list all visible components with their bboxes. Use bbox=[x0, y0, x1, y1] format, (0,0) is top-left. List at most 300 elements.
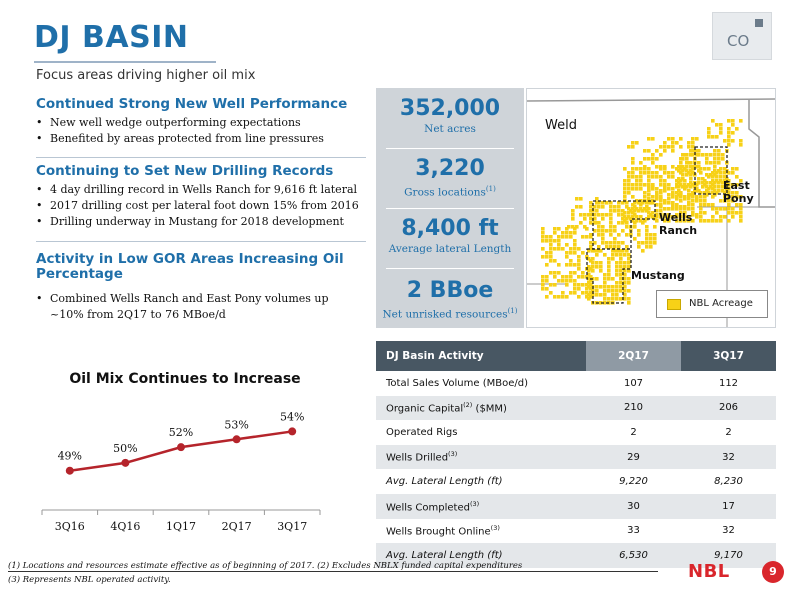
acreage-block bbox=[715, 123, 719, 127]
acreage-block bbox=[703, 167, 707, 171]
acreage-block bbox=[611, 289, 615, 293]
stat-gross-locations bbox=[376, 156, 524, 200]
acreage-block bbox=[575, 197, 579, 201]
acreage-block bbox=[625, 217, 629, 221]
bullet-item: • New well wedge outperforming expectations bbox=[36, 115, 324, 131]
acreage-block bbox=[687, 197, 691, 201]
acreage-block bbox=[621, 209, 625, 213]
data-point bbox=[288, 427, 296, 435]
acreage-block bbox=[549, 235, 553, 239]
acreage-block bbox=[651, 153, 655, 157]
acreage-block bbox=[647, 175, 651, 179]
acreage-block bbox=[687, 193, 691, 197]
acreage-block bbox=[691, 203, 695, 207]
acreage-block bbox=[699, 207, 703, 211]
acreage-block bbox=[649, 237, 653, 241]
acreage-block bbox=[571, 213, 575, 217]
acreage-block bbox=[715, 207, 719, 211]
acreage-block bbox=[625, 221, 629, 225]
acreage-block bbox=[561, 247, 565, 251]
acreage-block bbox=[553, 231, 557, 235]
acreage-block bbox=[557, 243, 561, 247]
acreage-block bbox=[655, 193, 659, 197]
acreage-block bbox=[573, 251, 577, 255]
acreage-block bbox=[545, 275, 549, 279]
acreage-block bbox=[619, 273, 623, 277]
acreage-block bbox=[635, 179, 639, 183]
stat-value: 352,000 bbox=[399, 96, 501, 121]
acreage-block bbox=[577, 267, 581, 271]
acreage-block bbox=[617, 245, 621, 249]
acreage-block bbox=[735, 211, 739, 215]
stat-label bbox=[376, 182, 524, 200]
x-tick-label: 3Q17 bbox=[277, 520, 308, 533]
acreage-block bbox=[609, 233, 613, 237]
acreage-block bbox=[649, 241, 653, 245]
stat-value: 2 BBoe bbox=[406, 278, 494, 303]
acreage-block bbox=[681, 177, 685, 181]
acreage-block bbox=[603, 273, 607, 277]
acreage-block bbox=[595, 289, 599, 293]
acreage-block bbox=[633, 221, 637, 225]
data-label: 50% bbox=[113, 441, 138, 455]
acreage-block bbox=[617, 213, 621, 217]
acreage-block bbox=[675, 185, 679, 189]
acreage-block bbox=[677, 169, 681, 173]
cell-3q17: 32 bbox=[681, 445, 776, 470]
acreage-block bbox=[579, 197, 583, 201]
table-row bbox=[376, 469, 776, 494]
acreage-block bbox=[557, 271, 561, 275]
acreage-block bbox=[647, 197, 651, 201]
x-tick-label: 3Q16 bbox=[54, 520, 85, 533]
acreage-block bbox=[607, 257, 611, 261]
page-number: 9 bbox=[762, 561, 784, 583]
acreage-block bbox=[617, 233, 621, 237]
acreage-block bbox=[671, 201, 675, 205]
acreage-block bbox=[561, 279, 565, 283]
acreage-block bbox=[667, 201, 671, 205]
acreage-block bbox=[713, 165, 717, 169]
acreage-block bbox=[713, 169, 717, 173]
acreage-block bbox=[659, 145, 663, 149]
map-label-mustang: Mustang bbox=[631, 269, 685, 282]
acreage-block bbox=[651, 185, 655, 189]
acreage-block bbox=[627, 297, 631, 301]
x-tick-label: 4Q16 bbox=[110, 520, 141, 533]
acreage-block bbox=[705, 185, 709, 189]
acreage-block bbox=[549, 255, 553, 259]
acreage-block bbox=[609, 209, 613, 213]
acreage-block bbox=[671, 141, 675, 145]
acreage-block bbox=[641, 249, 645, 253]
acreage-block bbox=[703, 199, 707, 203]
acreage-block bbox=[713, 181, 717, 185]
row-label bbox=[376, 494, 586, 519]
column-header: 2Q17 bbox=[586, 341, 681, 371]
acreage-block bbox=[613, 205, 617, 209]
acreage-block bbox=[581, 235, 585, 239]
acreage-block bbox=[709, 153, 713, 157]
acreage-block bbox=[697, 169, 701, 173]
acreage-block bbox=[615, 265, 619, 269]
acreage-block bbox=[647, 137, 651, 141]
acreage-block bbox=[589, 201, 593, 205]
acreage-block bbox=[687, 141, 691, 145]
acreage-block bbox=[595, 261, 599, 265]
acreage-block bbox=[619, 297, 623, 301]
acreage-block bbox=[565, 295, 569, 299]
acreage-block bbox=[621, 221, 625, 225]
acreage-block bbox=[663, 141, 667, 145]
table-row bbox=[376, 396, 776, 421]
acreage-block bbox=[679, 161, 683, 165]
acreage-block bbox=[671, 175, 675, 179]
acreage-block bbox=[587, 285, 591, 289]
acreage-block bbox=[573, 279, 577, 283]
acreage-block bbox=[671, 149, 675, 153]
cell-2q17: 33 bbox=[627, 525, 640, 537]
acreage-block bbox=[609, 205, 613, 209]
acreage-block bbox=[611, 257, 615, 261]
acreage-block bbox=[717, 149, 721, 153]
acreage-block bbox=[711, 119, 715, 123]
acreage-block bbox=[591, 257, 595, 261]
acreage-block bbox=[577, 295, 581, 299]
acreage-block bbox=[557, 227, 561, 231]
acreage-block bbox=[601, 233, 605, 237]
acreage-block bbox=[659, 189, 663, 193]
acreage-block bbox=[573, 247, 577, 251]
acreage-block bbox=[675, 141, 679, 145]
acreage-block bbox=[615, 289, 619, 293]
cell-3q17: 8,230 bbox=[714, 476, 743, 488]
acreage-block bbox=[605, 241, 609, 245]
footnote-ref: (1) bbox=[507, 307, 518, 315]
cell-3q17: 206 bbox=[681, 396, 776, 421]
acreage-block bbox=[609, 225, 613, 229]
acreage-block bbox=[659, 179, 663, 183]
cell-3q17: 9,170 bbox=[681, 543, 776, 568]
acreage-block bbox=[739, 119, 743, 123]
acreage-block bbox=[613, 241, 617, 245]
acreage-block bbox=[627, 289, 631, 293]
acreage-block bbox=[739, 219, 743, 223]
acreage-block bbox=[687, 189, 691, 193]
acreage-block bbox=[707, 135, 711, 139]
acreage-block bbox=[573, 231, 577, 235]
cell-2q17: 2 bbox=[630, 426, 637, 438]
acreage-block bbox=[717, 153, 721, 157]
acreage-block bbox=[717, 189, 721, 193]
acreage-block bbox=[695, 197, 699, 201]
acreage-block bbox=[613, 209, 617, 213]
acreage-block bbox=[577, 283, 581, 287]
stat-resources bbox=[376, 278, 524, 322]
label-line: Wells bbox=[659, 211, 693, 224]
stat-value: 8,400 ft bbox=[401, 216, 499, 241]
acreage-block bbox=[687, 161, 691, 165]
acreage-block bbox=[701, 181, 705, 185]
acreage-block bbox=[573, 283, 577, 287]
acreage-block bbox=[599, 293, 603, 297]
acreage-block bbox=[567, 225, 571, 229]
bullets-drilling-records bbox=[36, 182, 359, 230]
acreage-block bbox=[611, 277, 615, 281]
acreage-block bbox=[645, 241, 649, 245]
cell-2q17: 30 bbox=[586, 494, 681, 519]
stats-panel bbox=[376, 88, 524, 328]
footnote-ref: (3) bbox=[490, 524, 500, 533]
acreage-block bbox=[605, 245, 609, 249]
acreage-block bbox=[711, 135, 715, 139]
acreage-block bbox=[581, 283, 585, 287]
acreage-block bbox=[715, 219, 719, 223]
acreage-block bbox=[699, 195, 703, 199]
acreage-block bbox=[603, 277, 607, 281]
acreage-block bbox=[713, 157, 717, 161]
acreage-block bbox=[617, 221, 621, 225]
table-header-row bbox=[376, 341, 776, 371]
acreage-block bbox=[717, 185, 721, 189]
cell-2q17: 210 bbox=[586, 396, 681, 421]
bullet-item bbox=[36, 291, 329, 323]
acreage-block bbox=[619, 269, 623, 273]
acreage-block bbox=[647, 167, 651, 171]
row-label-text: Organic Capital bbox=[386, 403, 464, 415]
acreage-block bbox=[601, 241, 605, 245]
acreage-block bbox=[541, 247, 545, 251]
acreage-block bbox=[663, 185, 667, 189]
acreage-block bbox=[713, 149, 717, 153]
label-line: Ranch bbox=[659, 224, 698, 237]
acreage-block bbox=[671, 145, 675, 149]
acreage-block bbox=[699, 203, 703, 207]
acreage-block bbox=[619, 265, 623, 269]
acreage-block bbox=[589, 205, 593, 209]
acreage-block bbox=[613, 229, 617, 233]
label-line: East bbox=[723, 179, 750, 192]
acreage-block bbox=[667, 193, 671, 197]
acreage-block bbox=[711, 219, 715, 223]
acreage-block bbox=[577, 287, 581, 291]
acreage-block bbox=[719, 127, 723, 131]
acreage-block bbox=[609, 241, 613, 245]
row-label: Operated Rigs bbox=[386, 426, 458, 438]
acreage-block bbox=[597, 225, 601, 229]
acreage-block bbox=[541, 239, 545, 243]
acreage-block bbox=[623, 195, 627, 199]
acreage-block bbox=[605, 213, 609, 217]
state-abbrev: CO bbox=[727, 32, 750, 50]
data-point bbox=[66, 467, 74, 475]
acreage-block bbox=[681, 169, 685, 173]
acreage-block bbox=[643, 171, 647, 175]
acreage-block bbox=[601, 217, 605, 221]
acreage-block bbox=[627, 145, 631, 149]
acreage-block bbox=[583, 217, 587, 221]
acreage-block bbox=[739, 211, 743, 215]
acreage-block bbox=[619, 257, 623, 261]
stat-label-text: Net unrisked resources bbox=[382, 308, 508, 321]
acreage-block bbox=[541, 227, 545, 231]
acreage-block bbox=[717, 161, 721, 165]
acreage-block bbox=[557, 235, 561, 239]
acreage-block bbox=[691, 153, 695, 157]
acreage-block bbox=[679, 137, 683, 141]
acreage-block bbox=[685, 165, 689, 169]
acreage-block bbox=[731, 167, 735, 171]
acreage-block bbox=[589, 217, 593, 221]
acreage-block bbox=[711, 207, 715, 211]
acreage-block bbox=[565, 279, 569, 283]
acreage-block bbox=[695, 137, 699, 141]
acreage-block bbox=[645, 245, 649, 249]
acreage-block bbox=[699, 219, 703, 223]
acreage-block bbox=[675, 205, 679, 209]
acreage-block bbox=[641, 241, 645, 245]
acreage-block bbox=[581, 251, 585, 255]
acreage-block bbox=[621, 241, 625, 245]
acreage-block bbox=[667, 197, 671, 201]
bullet-line: ~10% from 2Q17 to 76 MBoe/d bbox=[50, 308, 226, 321]
acreage-block bbox=[689, 181, 693, 185]
acreage-block bbox=[603, 281, 607, 285]
acreage-block bbox=[599, 269, 603, 273]
acreage-block bbox=[595, 277, 599, 281]
cell-2q17: 29 bbox=[586, 445, 681, 470]
acreage-block bbox=[679, 205, 683, 209]
acreage-block bbox=[609, 245, 613, 249]
stat-label bbox=[376, 304, 524, 322]
acreage-block bbox=[663, 189, 667, 193]
acreage-block bbox=[705, 153, 709, 157]
acreage-block bbox=[667, 145, 671, 149]
acreage-block bbox=[643, 157, 647, 161]
acreage-block bbox=[619, 281, 623, 285]
acreage-block bbox=[569, 279, 573, 283]
acreage-block bbox=[703, 211, 707, 215]
acreage-block bbox=[731, 207, 735, 211]
acreage-block bbox=[597, 233, 601, 237]
acreage-block bbox=[553, 283, 557, 287]
row-label: Avg. Lateral Length (ft) bbox=[386, 476, 503, 488]
acreage-block bbox=[731, 131, 735, 135]
acreage-block bbox=[549, 251, 553, 255]
acreage-block bbox=[595, 221, 599, 225]
acreage-block bbox=[705, 181, 709, 185]
acreage-block bbox=[571, 209, 575, 213]
acreage-block bbox=[727, 119, 731, 123]
acreage-block bbox=[663, 201, 667, 205]
acreage-block bbox=[639, 171, 643, 175]
acreage-block bbox=[627, 301, 631, 305]
acreage-block bbox=[655, 197, 659, 201]
acreage-block bbox=[735, 167, 739, 171]
acreage-block bbox=[707, 219, 711, 223]
acreage-block bbox=[571, 225, 575, 229]
acreage-block bbox=[643, 149, 647, 153]
data-label: 54% bbox=[279, 410, 305, 424]
acreage-block bbox=[633, 225, 637, 229]
acreage-block bbox=[621, 213, 625, 217]
acreage-block bbox=[719, 219, 723, 223]
data-label: 53% bbox=[224, 418, 249, 432]
acreage-block bbox=[687, 145, 691, 149]
row-label bbox=[376, 519, 586, 544]
acreage-block bbox=[613, 245, 617, 249]
footer-rule bbox=[8, 571, 658, 572]
acreage-block bbox=[553, 227, 557, 231]
acreage-block bbox=[565, 243, 569, 247]
acreage-block bbox=[701, 177, 705, 181]
acreage-block bbox=[679, 193, 683, 197]
acreage-block bbox=[549, 291, 553, 295]
acreage-block bbox=[719, 123, 723, 127]
acreage-block bbox=[651, 137, 655, 141]
acreage-block bbox=[645, 229, 649, 233]
cell-3q17: 17 bbox=[681, 494, 776, 519]
acreage-block bbox=[579, 205, 583, 209]
acreage-block bbox=[631, 161, 635, 165]
acreage-block bbox=[575, 205, 579, 209]
section-heading-well-performance: Continued Strong New Well Performance bbox=[36, 96, 348, 112]
acreage-block bbox=[635, 183, 639, 187]
acreage-block bbox=[615, 273, 619, 277]
acreage-block bbox=[689, 173, 693, 177]
acreage-block bbox=[629, 209, 633, 213]
acreage-block bbox=[655, 171, 659, 175]
acreage-block bbox=[625, 233, 629, 237]
bullet-item: • Drilling underway in Mustang for 2018 development bbox=[36, 214, 359, 230]
acreage-block bbox=[735, 127, 739, 131]
acreage-block bbox=[575, 225, 579, 229]
acreage-block bbox=[727, 207, 731, 211]
acreage-block bbox=[637, 209, 641, 213]
acreage-block bbox=[565, 263, 569, 267]
acreage-block bbox=[713, 161, 717, 165]
acreage-block bbox=[597, 205, 601, 209]
acreage-block bbox=[691, 193, 695, 197]
acreage-block bbox=[691, 141, 695, 145]
acreage-block bbox=[651, 195, 655, 199]
acreage-block bbox=[573, 271, 577, 275]
acreage-block bbox=[621, 217, 625, 221]
acreage-block bbox=[639, 175, 643, 179]
acreage-block bbox=[625, 205, 629, 209]
acreage-block bbox=[659, 165, 663, 169]
acreage-block bbox=[591, 269, 595, 273]
acreage-block bbox=[619, 261, 623, 265]
acreage-block bbox=[561, 275, 565, 279]
acreage-block bbox=[685, 157, 689, 161]
acreage-block bbox=[595, 293, 599, 297]
acreage-block bbox=[697, 181, 701, 185]
row-label-text: Wells Completed bbox=[386, 501, 470, 513]
acreage-block bbox=[667, 183, 671, 187]
page-title: DJ BASIN bbox=[34, 20, 189, 55]
acreage-block bbox=[647, 149, 651, 153]
acreage-block bbox=[599, 285, 603, 289]
acreage-block bbox=[615, 269, 619, 273]
acreage-block bbox=[541, 231, 545, 235]
acreage-block bbox=[577, 247, 581, 251]
footnote-ref: (2) bbox=[463, 401, 473, 410]
acreage-block bbox=[571, 217, 575, 221]
acreage-block bbox=[717, 181, 721, 185]
section-divider bbox=[36, 157, 366, 158]
acreage-block bbox=[647, 189, 651, 193]
